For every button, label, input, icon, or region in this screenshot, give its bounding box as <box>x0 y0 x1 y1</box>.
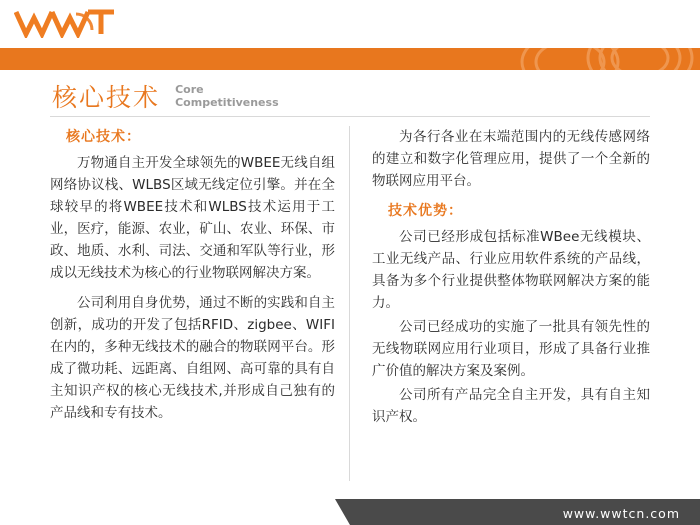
right-paragraph-2: 公司已经成功的实施了一批具有领先性的无线物联网应用行业项目，形成了具备行业推广价值的解决方案及案例。 <box>372 319 650 379</box>
right-paragraph-3: 公司所有产品完全自主开发，具有自主知识产权。 <box>372 387 650 425</box>
page-header <box>0 0 700 49</box>
right-column-subhead: 技术优势： <box>388 203 463 219</box>
right-intro-paragraph: 为各行各业在末端范围内的无线传感网络的建立和数字化管理应用，提供了一个全新的物联网应用平台。 <box>372 129 650 189</box>
left-column <box>50 126 350 481</box>
left-column-subhead: 核心技术： <box>66 129 141 145</box>
page-title <box>52 78 652 118</box>
wwt-logo[interactable] <box>14 8 118 38</box>
wwt-logo-icon <box>14 8 118 38</box>
header-orange-band <box>0 48 700 70</box>
title-divider <box>50 116 650 117</box>
page-title-en-line1: Core <box>175 83 204 96</box>
right-paragraph-1: 公司已经形成包括标准WBee无线模块、工业无线产品、行业应用软件系统的产品线，具备为多个行业提供整体物联网解决方案的能力。 <box>372 229 650 311</box>
content-columns <box>50 126 654 481</box>
decorative-arcs-icon <box>440 48 700 70</box>
page-title-cn: 核心技术 <box>52 83 161 112</box>
footer-website-url[interactable]: www.wwtcn.com <box>562 506 680 521</box>
right-column <box>350 126 650 481</box>
left-paragraph-2: 公司利用自身优势，通过不断的实践和自主创新，成功的开发了包括RFID、zigbee、WIFI在内的，多种无线技术的融合的物联网平台。形成了微功耗、远距离、自组网、高可靠的具有自主知识产权的核心无线技术,并形成自己独有的产品线和专有技术。 <box>50 295 335 421</box>
page-footer <box>0 489 700 525</box>
page-title-en <box>175 78 279 109</box>
left-paragraph-1: 万物通自主开发全球领先的WBEE无线自组网络协议栈、WLBS区域无线定位引擎。并在全球较早的将WBEE技术和WLBS技术运用于工业，医疗，能源、农业，矿山、农业、环保、市政、地质、水利、司法、交通和军队等行业，形成以无线技术为核心的行业物联网解决方案。 <box>50 155 335 281</box>
page-title-en-line2: Competitiveness <box>175 96 279 109</box>
